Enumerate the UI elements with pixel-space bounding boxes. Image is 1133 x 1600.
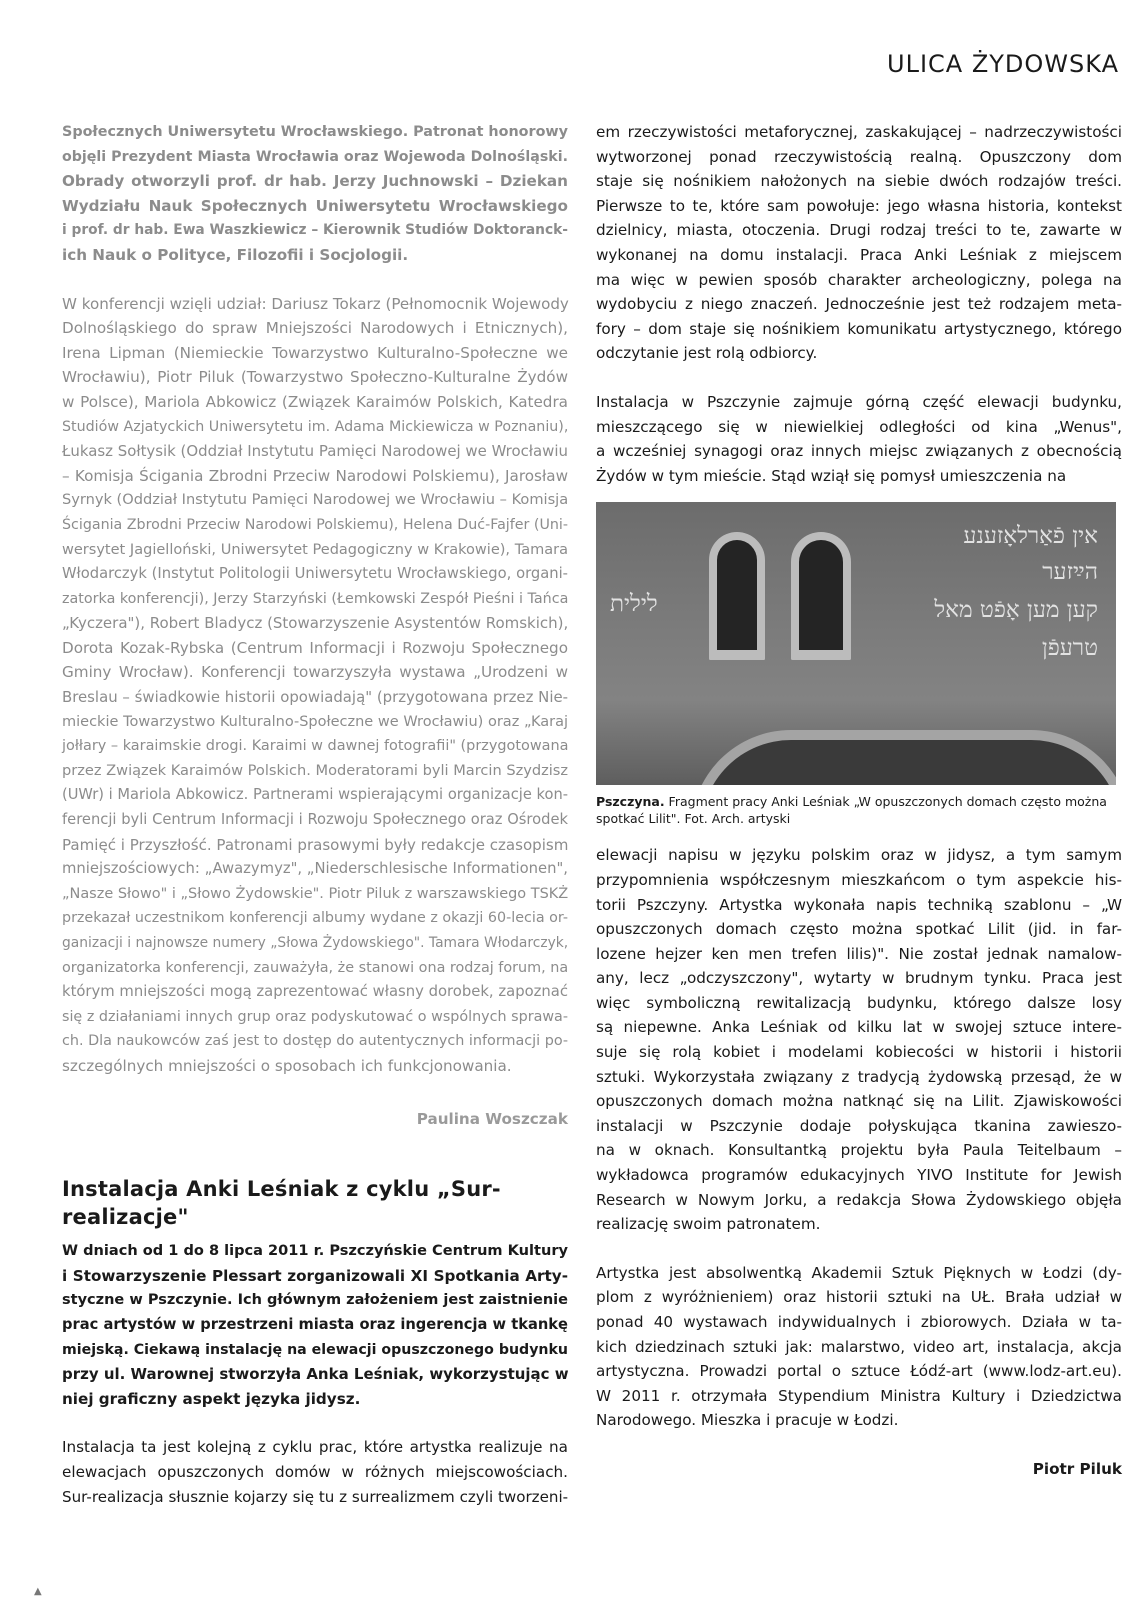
text-line: any, lecz „odczyszczony", wytarty w brudnym tynku. Praca jest bbox=[596, 969, 1122, 988]
building-window bbox=[709, 532, 765, 660]
text-line: Pamięć i Przyszłość. Patronami prasowymi były redakcje czasopism bbox=[62, 835, 569, 854]
article-paragraph-4 bbox=[596, 843, 1122, 1237]
article-lead bbox=[62, 1239, 568, 1411]
text-line: plom z wyróżnieniem) oraz historii sztuki na UŁ. Brała udział w bbox=[596, 1288, 1122, 1307]
caption-text: Fragment pracy Anki Leśniak „W opuszczonych domach często można spotkać Lilit". Fot. Arch. artyski bbox=[596, 794, 1107, 827]
text-line: przypomnienia współczesnym mieszkańcom o tym aspekcie his- bbox=[596, 870, 1122, 889]
text-line: W 2011 r. otrzymała Stypendium Ministra Kultury i Dziedzictwa bbox=[596, 1386, 1122, 1405]
text-line: sztuki. Wykorzystała związany z tradycją żydowską przesąd, że w bbox=[596, 1067, 1122, 1086]
text-line: Gminy Wrocław). Konferencji towarzyszyła wystawa „Urodzeni w bbox=[62, 663, 568, 682]
text-line: Obrady otworzyli prof. dr hab. Jerzy Juchnowski – Dziekan bbox=[62, 172, 568, 191]
text-line: ch. Dla naukowców zaś jest to dostęp do autentycznych informacji po- bbox=[62, 1033, 569, 1050]
text-line: są niepewne. Anka Leśniak od kilku lat w swojej sztuce intere- bbox=[596, 1018, 1122, 1037]
text-line: organizatorka konferencji, zauważyła, że stanowi ona rodzaj forum, na bbox=[62, 959, 569, 976]
building-window bbox=[791, 532, 851, 660]
right-column bbox=[596, 120, 1122, 1482]
text-line: Włodarczyk (Instytut Politologii Uniwersytetu Wrocławskiego, organi- bbox=[62, 565, 568, 583]
text-line: Łukasz Sołtysik (Oddział Instytutu Pamięci Narodowej we Wrocławiu bbox=[62, 442, 568, 461]
text-line: Artystka jest absolwentką Akademii Sztuk Pięknych w Łodzi (dy- bbox=[596, 1263, 1122, 1282]
text-line: (UWr) i Mariola Abkowicz. Partnerami wspierającymi organizacje kon- bbox=[62, 786, 568, 804]
page-mark: ▲ bbox=[34, 1586, 42, 1597]
installation-photo bbox=[596, 502, 1116, 785]
text-line: styczne w Pszczynie. Ich głównym założeniem jest zaistnienie bbox=[62, 1292, 568, 1309]
text-line: „Kyczera"), Robert Bladycz (Stowarzyszenie Asystentów Romskich), bbox=[62, 614, 569, 633]
text-line: wersytet Jagielloński, Uniwersytet Pedagogiczny w Krakowie), Tamara bbox=[62, 541, 568, 558]
yiddish-inscription: קען מען אָפֿט מאל bbox=[934, 597, 1098, 624]
text-line: Wrocławiu), Piotr Piluk (Towarzystwo Społeczno-Kulturalne Żydów bbox=[62, 368, 568, 387]
article-paragraph-3 bbox=[596, 390, 1122, 488]
text-line: się z działaniami innych grup oraz podyskutować o wspólnych sprawa- bbox=[62, 1008, 568, 1025]
text-line: prac artystów w przestrzeni miasta oraz ingerencja w tkankę bbox=[62, 1315, 568, 1333]
text-line: odczytanie jest rolą odbiorcy. bbox=[596, 344, 818, 363]
text-line: wykonanej na domu instalacji. Praca Anki Leśniak z miejscem bbox=[596, 245, 1122, 264]
article-paragraph-2 bbox=[596, 120, 1122, 366]
text-line: a wcześniej synagogi oraz innych miejsc związanych z obecnością bbox=[596, 442, 1122, 461]
text-line: Dorota Kozak-Rybska (Centrum Informacji i Rozwoju Społecznego bbox=[62, 638, 568, 657]
section-header: ULICA ŻYDOWSKA bbox=[887, 50, 1119, 78]
text-line: i prof. dr hab. Ewa Waszkiewicz – Kierownik Studiów Doktoranck- bbox=[62, 222, 568, 239]
text-line: którym mniejszości mogą zaprezentować własny dorobek, zapoznać bbox=[62, 983, 568, 1001]
text-line: opuszczonych domach można natknąć się na Lilit. Zjawiskowości bbox=[596, 1092, 1122, 1111]
text-line: w Polsce), Mariola Abkowicz (Związek Karaimów Polskich, Katedra bbox=[62, 392, 568, 411]
text-line: ganizacji i najnowsze numery „Słowa Żydowskiego". Tamara Włodarczyk, bbox=[62, 935, 569, 951]
intro-paragraph bbox=[62, 120, 568, 268]
text-line: Wydziału Nauk Społecznych Uniwersytetu Wrocławskiego bbox=[62, 196, 568, 215]
text-line: opuszczonych domach często można spotkać Lilit (jid. in far- bbox=[596, 920, 1122, 939]
text-line: W dniach od 1 do 8 lipca 2011 r. Pszczyńskie Centrum Kultury bbox=[62, 1242, 568, 1260]
text-line: „Nasze Słowo" i „Słowo Żydowskie". Piotr Piluk z warszawskiego TSKŻ bbox=[62, 885, 569, 902]
text-line: Research w Nowym Jorku, a redakcja Słowa Żydowskiego objęła bbox=[596, 1190, 1122, 1209]
text-line: Pierwsze to te, które sam powołuje: jego własna historia, kontekst bbox=[596, 196, 1122, 215]
text-line: ich Nauk o Polityce, Filozofii i Socjologii. bbox=[62, 245, 409, 264]
yiddish-inscription: הײַזער bbox=[1042, 559, 1098, 586]
text-line: staje się nośnikiem nałożonych na siebie dwóch rodzajów treści. bbox=[596, 172, 1122, 191]
text-line: mniejszościowych: „Awazymyz", „Niederschlesische Informationen", bbox=[62, 860, 568, 878]
photo-caption bbox=[596, 793, 1122, 827]
article-paragraph-1 bbox=[62, 1435, 568, 1509]
text-line: instalacji w Pszczynie dodaje połyskująca tkanina zawieszo- bbox=[596, 1116, 1122, 1135]
text-line: wytworzonej ponad rzeczywistością realną. Opuszczony dom bbox=[596, 147, 1122, 166]
text-line: objęli Prezydent Miasta Wrocławia oraz Wojewoda Dolnośląski. bbox=[62, 148, 568, 165]
yiddish-inscription: טרעפֿן bbox=[1041, 635, 1098, 662]
text-line: Instalacja ta jest kolejną z cyklu prac, które artystka realizuje na bbox=[62, 1438, 568, 1457]
signature-piotr: Piotr Piluk bbox=[1032, 1459, 1122, 1478]
text-line: Narodowego. Mieszka i pracuje w Łodzi. bbox=[596, 1411, 899, 1430]
text-line: mieszczącego się w niewielkiej odległości od kina „Wenus", bbox=[596, 417, 1122, 436]
text-line: dzielnicy, miasta, otoczenia. Drugi rodzaj treści to te, zawarte w bbox=[596, 221, 1122, 240]
text-line: mieckie Towarzystwo Kulturalno-Społeczne we Wrocławiu) oraz „Karaj bbox=[62, 713, 568, 730]
text-line: W konferencji wzięli udział: Dariusz Tokarz (Pełnomocnik Wojewody bbox=[62, 294, 569, 313]
text-line: ferencji byli Centrum Informacji i Rozwoju Społecznego oraz Ośrodek bbox=[62, 811, 568, 829]
conference-paragraph bbox=[62, 292, 568, 1079]
text-line: ponad 40 wystawach indywidualnych i zbiorowych. Działa w ta- bbox=[596, 1313, 1122, 1331]
text-line: Społecznych Uniwersytetu Wrocławskiego. Patronat honorowy bbox=[62, 124, 568, 140]
text-line: elewacji napisu w języku polskim oraz w jidysz, a tym samym bbox=[596, 846, 1122, 865]
text-line: torii Pszczyny. Artystka wykonała napis techniką szablonu – „W bbox=[596, 895, 1122, 914]
text-line: Ścigania Zbrodni Przeciw Narodowi Polskiemu), Helena Duć-Fajfer (Uni- bbox=[62, 516, 568, 533]
text-line: elewacjach opuszczonych domów w różnych miejscowościach. bbox=[62, 1462, 568, 1481]
text-line: – Komisja Ścigania Zbrodni Przeciw Narodowi Polskiemu), Jarosław bbox=[62, 466, 568, 485]
yiddish-lilith: לילית bbox=[610, 591, 658, 618]
text-line: Instalacja w Pszczynie zajmuje górną część elewacji budynku, bbox=[596, 392, 1122, 411]
text-line: i Stowarzyszenie Plessart zorganizowali XI Spotkania Arty- bbox=[62, 1266, 568, 1285]
text-line: wykładowca programów edukacyjnych YIVO Institute for Jewish bbox=[596, 1166, 1122, 1185]
text-line: jołłary – karaimskie drogi. Karaimi w dawnej fotografii" (przygotowana bbox=[62, 738, 569, 755]
text-line: Sur-realizacja słusznie kojarzy się tu z surrealizmem czyli tworzeni- bbox=[62, 1487, 569, 1506]
text-line: miejską. Ciekawą instalację na elewacji opuszczonego budynku bbox=[62, 1341, 568, 1358]
text-line: realizację swoim patronatem. bbox=[596, 1215, 821, 1234]
text-line: przy ul. Warownej stworzyła Anka Leśniak, wykorzystując w bbox=[62, 1365, 569, 1384]
left-column bbox=[62, 120, 568, 1509]
text-line: na w oknach. Konsultantką projektu była Paula Teitelbaum – bbox=[596, 1141, 1122, 1160]
yiddish-inscription: אין פֿאַרלאָזענע bbox=[963, 523, 1098, 550]
text-line: więc symboliczną rewitalizacją budynku, którego dalsze losy bbox=[596, 993, 1122, 1012]
signature-paulina: Paulina Woszczak bbox=[416, 1109, 568, 1128]
text-line: fory – dom staje się nośnikiem komunikatu artystycznego, którego bbox=[596, 319, 1122, 338]
article-paragraph-5 bbox=[596, 1261, 1122, 1433]
text-line: ma więc w pewien sposób charakter archeologiczny, polega na bbox=[596, 270, 1122, 289]
building-arch bbox=[691, 730, 1116, 785]
text-line: przekazał uczestnikom konferencji albumy wydane z okazji 60-lecia or- bbox=[62, 910, 568, 927]
text-line: lozene hejzer ken men trefen lilis)". Nie został jednak namalow- bbox=[596, 944, 1122, 963]
text-line: artystyczna. Prowadzi portal o sztuce Łódź-art (www.lodz-art.eu). bbox=[596, 1362, 1122, 1381]
text-line: Breslau – świadkowie historii opowiadają" (przygotowana przez Nie- bbox=[62, 688, 568, 707]
text-line: Irena Lipman (Niemieckie Towarzystwo Kulturalno-Społeczne we bbox=[62, 343, 568, 362]
text-line: suje się rolą kobiet i modelami kobiecości w historii i historii bbox=[596, 1043, 1122, 1062]
caption-place: Pszczyna. bbox=[596, 794, 665, 810]
text-line: Dolnośląskiego do spraw Mniejszości Narodowych i Etnicznych), bbox=[62, 319, 568, 338]
text-line: niej graficzny aspekt języka jidysz. bbox=[62, 1389, 361, 1408]
text-line: zatorka konferencji), Jerzy Starzyński (Łemkowski Zespół Pieśni i Tańca bbox=[62, 590, 569, 607]
article-heading: Instalacja Anki Leśniak z cyklu „Sur-realizacje" bbox=[62, 1177, 501, 1230]
text-line: Żydów w tym mieście. Stąd wziął się pomysł umieszczenia na bbox=[596, 466, 1067, 485]
text-line: wydobyciu z niego znaczeń. Jednocześnie jest też rodzajem meta- bbox=[596, 295, 1122, 314]
text-line: szczególnych mniejszości o sposobach ich funkcjonowania. bbox=[62, 1056, 512, 1075]
text-line: Studiów Azjatyckich Uniwersytetu im. Adama Mickiewicza w Poznaniu), bbox=[62, 418, 569, 435]
text-line: Syrnyk (Oddział Instytutu Pamięci Narodowej we Wrocławiu – Komisja bbox=[62, 491, 569, 509]
text-line: kich dziedzinach sztuki jak: malarstwo, video art, instalacja, akcja bbox=[596, 1337, 1122, 1356]
text-line: em rzeczywistości metaforycznej, zaskakującej – nadrzeczywistości bbox=[596, 123, 1122, 141]
text-line: przez Związek Karaimów Polskich. Moderatorami byli Marcin Szydzisz bbox=[62, 761, 569, 779]
